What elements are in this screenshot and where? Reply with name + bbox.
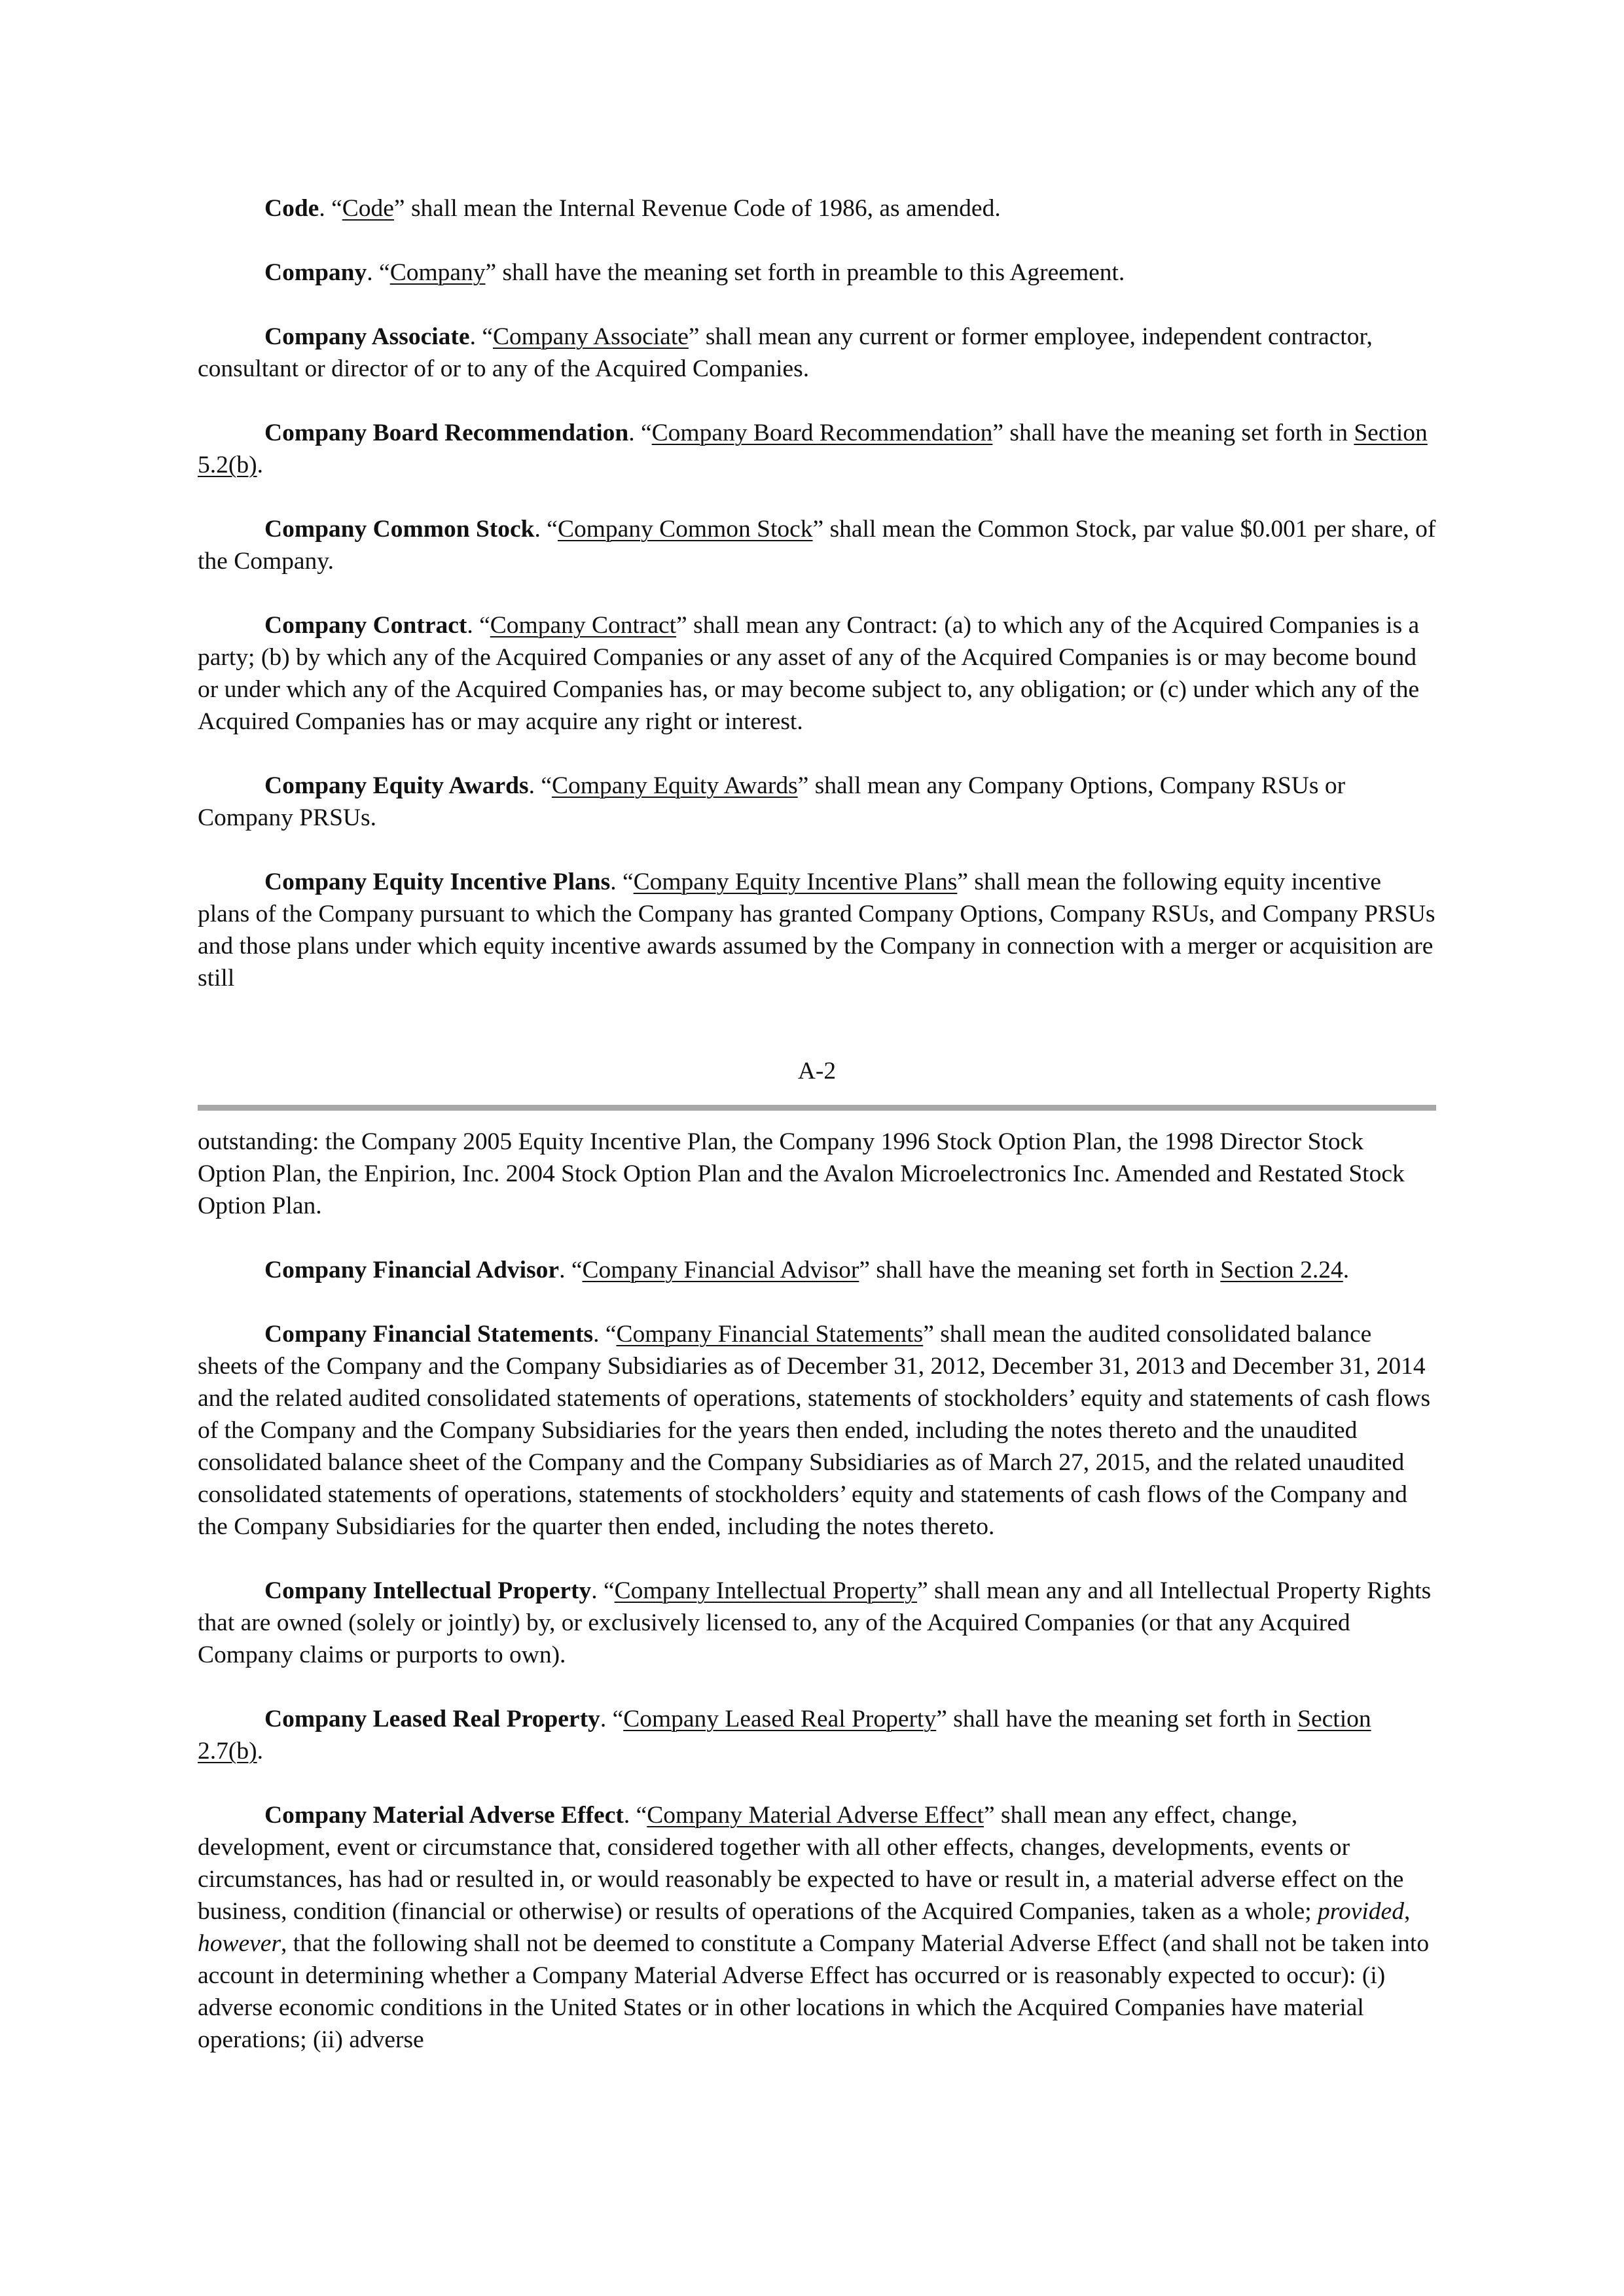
separator: . “ xyxy=(559,1257,583,1283)
term-reference: Company Associate xyxy=(492,323,689,350)
defined-term: Company xyxy=(264,259,367,286)
continued-text: outstanding: the Company 2005 Equity Incentive Plan, the Company 1996 Stock Option Plan, the 1998 Director Stock Option Plan, the Enpirion, Inc. 2004 Stock Option Plan and the Avalon Microelectronics Inc. Amended and Restated Stock Option Plan. xyxy=(198,1128,1405,1219)
page-top-section xyxy=(198,192,1436,1026)
defined-term: Company Financial Statements xyxy=(264,1321,594,1348)
section-reference: Section 2.7(b) xyxy=(198,1706,1371,1765)
definition-text: ” shall have the meaning set forth in xyxy=(936,1706,1298,1732)
definition-text: ” shall mean any effect, change, development, event or circumstance that, considered together with all other effects, changes, developments, events or circumstances, has had or resulted in, or would reasonably be expected to have or result in, a material adverse effect on the business, condition (financial or otherwise) or results of operations of the Acquired Companies, taken as a whole; xyxy=(198,1802,1404,1925)
term-reference: Company Equity Incentive Plans xyxy=(633,869,958,895)
definition-company-board-recommendation xyxy=(198,417,1436,481)
definition-code xyxy=(198,192,1436,224)
separator: . “ xyxy=(591,1577,615,1604)
definition-company xyxy=(198,257,1436,289)
italic-provided: provided xyxy=(1318,1898,1404,1925)
definition-company-leased-real-property xyxy=(198,1703,1436,1767)
definition-text: ” shall mean the following equity incentive plans of the Company pursuant to which the Company has granted Company Options, Company RSUs, and Company PRSUs and those plans under which equity incentive awards assumed by the Company in connection with a merger or acquisition are still xyxy=(198,869,1435,992)
separator: . “ xyxy=(367,259,390,286)
term-reference: Company Contract xyxy=(490,612,677,639)
term-reference: Company xyxy=(389,259,486,286)
definition-company-financial-advisor xyxy=(198,1254,1436,1286)
term-reference: Company Board Recommendation xyxy=(651,420,993,446)
definition-text: ” shall mean the Internal Revenue Code of 1986, as amended. xyxy=(393,195,1001,222)
definition-company-intellectual-property xyxy=(198,1575,1436,1671)
separator: . “ xyxy=(319,195,342,222)
definition-text: ” shall mean the audited consolidated balance sheets of the Company and the Company Subsidiaries as of December 31, 2012, December 31, 2013 and December 31, 2014 and the related audited consolidated statements of operations, statements of stockholders’ equity and statements of cash flows of the Company and the Company Subsidiaries for the years then ended, including the notes thereto and the unaudited consolidated balance sheet of the Company and the Company Subsidiaries as of March 27, 2015, and the related unaudited consolidated statements of operations, statements of stockholders’ equity and statements of cash flows of the Company and the Company Subsidiaries for the quarter then ended, including the notes thereto. xyxy=(198,1321,1431,1540)
separator: . “ xyxy=(600,1706,624,1732)
definition-company-associate xyxy=(198,321,1436,385)
page-bottom-section xyxy=(198,1126,1436,2088)
definition-text: ” shall mean any Contract: (a) to which any of the Acquired Companies is a party; (b) by which any of the Acquired Companies or any asset of any of the Acquired Companies is or may become bound or under which any of the Acquired Companies has, or may become subject to, any obligation; or (c) under which any of the Acquired Companies has or may acquire any right or interest. xyxy=(198,612,1420,735)
separator: . “ xyxy=(623,1802,647,1829)
definition-end: . xyxy=(257,452,263,478)
term-reference: Company Intellectual Property xyxy=(614,1577,918,1604)
term-reference: Company Equity Awards xyxy=(551,772,798,799)
definition-text: ” shall mean any current or former employee, independent contractor, consultant or director of or to any of the Acquired Companies. xyxy=(198,323,1373,382)
page-number: A-2 xyxy=(797,1058,837,1085)
definition-text: ” shall have the meaning set forth in xyxy=(859,1257,1221,1283)
definition-text: ” shall have the meaning set forth in preamble to this Agreement. xyxy=(485,259,1125,286)
definition-end: . xyxy=(1343,1257,1350,1283)
defined-term: Company Associate xyxy=(264,323,470,350)
definition-company-contract xyxy=(198,609,1436,738)
separator: . “ xyxy=(628,420,652,446)
section-reference: Section 5.2(b) xyxy=(198,420,1428,478)
separator: . “ xyxy=(467,612,490,639)
separator: . “ xyxy=(469,323,493,350)
definition-text: ” shall mean the Common Stock, par value $0.001 per share, of the Company. xyxy=(198,516,1436,575)
term-reference: Company Leased Real Property xyxy=(623,1706,937,1732)
defined-term: Company Equity Awards xyxy=(264,772,529,799)
defined-term: Company Intellectual Property xyxy=(264,1577,592,1604)
definition-company-financial-statements xyxy=(198,1318,1436,1543)
definition-text: ” shall have the meaning set forth in xyxy=(992,420,1354,446)
definition-text: ” shall mean any and all Intellectual Property Rights that are owned (solely or jointly) by, or exclusively licensed to, any of the Acquired Companies (or that any Acquired Company claims or purports to own). xyxy=(198,1577,1432,1668)
defined-term: Company Equity Incentive Plans xyxy=(264,869,611,895)
definition-company-common-stock xyxy=(198,513,1436,577)
comma: , xyxy=(1403,1898,1411,1925)
definition-tail: , that the following shall not be deemed to constitute a Company Material Adverse Effect (and shall not be taken into account in determining whether a Company Material Adverse Effect has occurred or is reasonably expected to occur): (i) adverse economic conditions in the United States or in other locations in which the Acquired Companies have material operations; (ii) adverse xyxy=(198,1930,1430,2053)
defined-term: Company Leased Real Property xyxy=(264,1706,600,1732)
definition-end: . xyxy=(257,1738,263,1765)
page-number-container xyxy=(198,1055,1436,1087)
defined-term: Company Board Recommendation xyxy=(264,420,629,446)
italic-however: however xyxy=(198,1930,281,1957)
defined-term: Company Common Stock xyxy=(264,516,535,543)
term-reference: Code xyxy=(342,195,394,222)
definition-text: ” shall mean any Company Options, Company RSUs or Company PRSUs. xyxy=(198,772,1346,831)
section-reference: Section 2.24 xyxy=(1220,1257,1343,1283)
definition-company-equity-awards xyxy=(198,770,1436,834)
definition-company-material-adverse-effect xyxy=(198,1799,1436,2056)
term-reference: Company Financial Advisor xyxy=(582,1257,859,1283)
term-reference: Company Common Stock xyxy=(557,516,813,543)
defined-term: Company Material Adverse Effect xyxy=(264,1802,624,1829)
separator: . “ xyxy=(593,1321,617,1348)
separator: . “ xyxy=(528,772,552,799)
defined-term: Code xyxy=(264,195,319,222)
separator: . “ xyxy=(534,516,558,543)
defined-term: Company Contract xyxy=(264,612,467,639)
page-break-divider xyxy=(198,1105,1436,1111)
term-reference: Company Financial Statements xyxy=(616,1321,924,1348)
definition-company-equity-incentive-plans xyxy=(198,866,1436,994)
term-reference: Company Material Adverse Effect xyxy=(647,1802,984,1829)
separator: . “ xyxy=(610,869,634,895)
defined-term: Company Financial Advisor xyxy=(264,1257,560,1283)
